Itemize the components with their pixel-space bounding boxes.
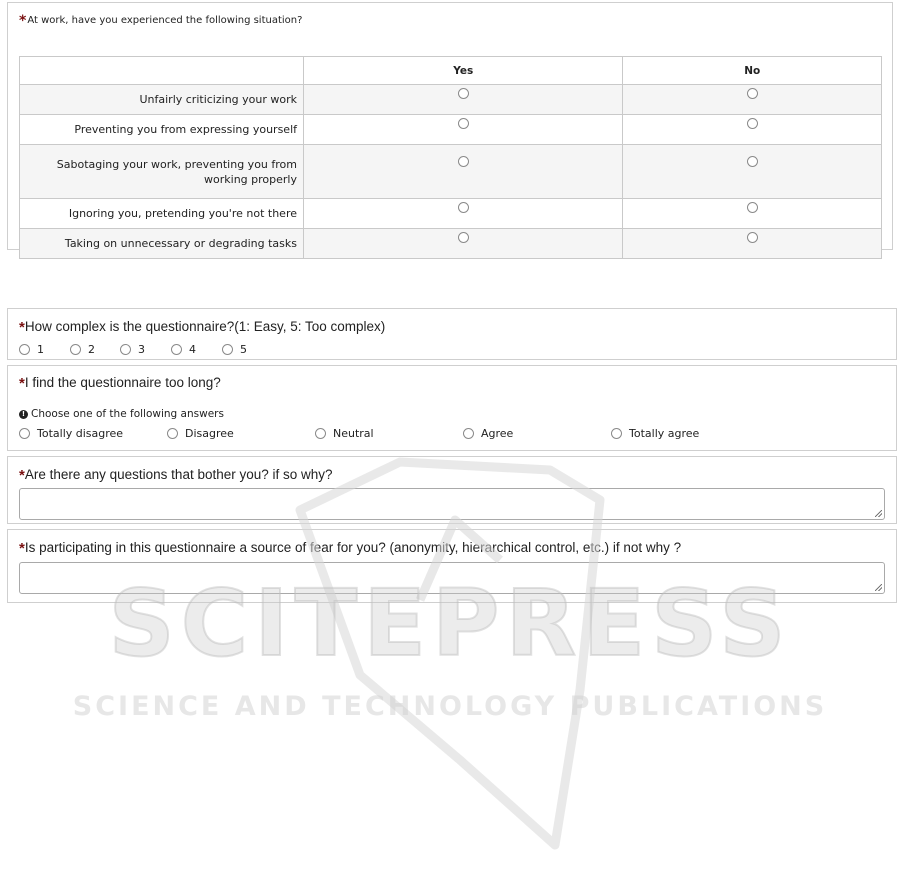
radio-no[interactable] <box>747 156 758 167</box>
complexity-question-panel <box>7 308 897 360</box>
row-label: Ignoring you, pretending you're not there <box>20 199 304 229</box>
scale-option-4[interactable] <box>171 343 196 356</box>
answer-grid <box>19 56 882 259</box>
question-text <box>19 375 221 392</box>
info-icon: ! <box>19 410 28 419</box>
radio-yes[interactable] <box>458 202 469 213</box>
required-mark: * <box>19 13 27 29</box>
question-label: I find the questionnaire too long? <box>24 375 221 390</box>
option-agree[interactable] <box>463 427 513 440</box>
radio-no[interactable] <box>747 232 758 243</box>
radio-icon[interactable] <box>70 344 81 355</box>
option-label: Disagree <box>185 427 234 440</box>
question-text <box>19 467 333 484</box>
option-label: Neutral <box>333 427 374 440</box>
option-label: 5 <box>240 343 247 356</box>
resize-handle-icon[interactable] <box>875 510 882 517</box>
required-mark: * <box>19 375 25 392</box>
table-row <box>20 199 882 229</box>
resize-handle-icon[interactable] <box>875 584 882 591</box>
question-label: At work, have you experienced the following situation? <box>27 15 303 26</box>
option-neutral[interactable] <box>315 427 374 440</box>
grid-corner <box>20 57 304 85</box>
option-totally-disagree[interactable] <box>19 427 123 440</box>
option-label: 2 <box>88 343 95 356</box>
column-header-no: No <box>623 57 882 85</box>
scale-option-5[interactable] <box>222 343 247 356</box>
radio-icon[interactable] <box>611 428 622 439</box>
column-header-yes: Yes <box>304 57 623 85</box>
length-question-panel <box>7 365 897 451</box>
option-label: 4 <box>189 343 196 356</box>
radio-icon[interactable] <box>19 344 30 355</box>
option-label: 3 <box>138 343 145 356</box>
option-label: 1 <box>37 343 44 356</box>
scale-option-1[interactable] <box>19 343 44 356</box>
radio-yes[interactable] <box>458 88 469 99</box>
table-row <box>20 115 882 145</box>
row-label: Sabotaging your work, preventing you from working properly <box>20 145 304 199</box>
question-label: Are there any questions that bother you? if so why? <box>24 467 333 482</box>
table-row <box>20 145 882 199</box>
question-label: How complex is the questionnaire?(1: Easy, 5: Too complex) <box>24 319 386 334</box>
radio-icon[interactable] <box>167 428 178 439</box>
radio-no[interactable] <box>747 88 758 99</box>
hint-text: Choose one of the following answers <box>31 408 224 420</box>
option-totally-agree[interactable] <box>611 427 699 440</box>
watermark-title: SCITEPRESS <box>108 570 792 677</box>
radio-yes[interactable] <box>458 118 469 129</box>
row-label: Taking on unnecessary or degrading tasks <box>20 229 304 259</box>
required-mark: * <box>19 319 25 336</box>
array-question-panel <box>7 2 893 250</box>
bother-answer-textarea[interactable] <box>19 488 885 520</box>
radio-icon[interactable] <box>171 344 182 355</box>
radio-icon[interactable] <box>120 344 131 355</box>
watermark-subtitle: SCIENCE AND TECHNOLOGY PUBLICATIONS <box>72 691 828 722</box>
required-mark: * <box>19 467 25 484</box>
radio-icon[interactable] <box>315 428 326 439</box>
radio-yes[interactable] <box>458 156 469 167</box>
row-label: Unfairly criticizing your work <box>20 85 304 115</box>
radio-no[interactable] <box>747 202 758 213</box>
required-mark: * <box>19 540 25 557</box>
radio-icon[interactable] <box>463 428 474 439</box>
table-row <box>20 85 882 115</box>
radio-yes[interactable] <box>458 232 469 243</box>
question-text <box>19 13 302 29</box>
question-label: Is participating in this questionnaire a source of fear for you? (anonymity, hierarchical control, etc.) if not why ? <box>24 540 682 555</box>
fear-answer-textarea[interactable] <box>19 562 885 594</box>
question-text <box>19 540 681 557</box>
radio-icon[interactable] <box>222 344 233 355</box>
question-text <box>19 319 385 336</box>
radio-no[interactable] <box>747 118 758 129</box>
radio-icon[interactable] <box>19 428 30 439</box>
table-row <box>20 229 882 259</box>
option-disagree[interactable] <box>167 427 234 440</box>
option-label: Totally disagree <box>37 427 124 440</box>
scale-option-3[interactable] <box>120 343 145 356</box>
option-label: Agree <box>481 427 514 440</box>
scale-option-2[interactable] <box>70 343 95 356</box>
option-label: Totally agree <box>629 427 700 440</box>
row-label: Preventing you from expressing yourself <box>20 115 304 145</box>
fear-question-panel <box>7 529 897 603</box>
bother-question-panel <box>7 456 897 524</box>
answer-hint <box>19 408 224 420</box>
